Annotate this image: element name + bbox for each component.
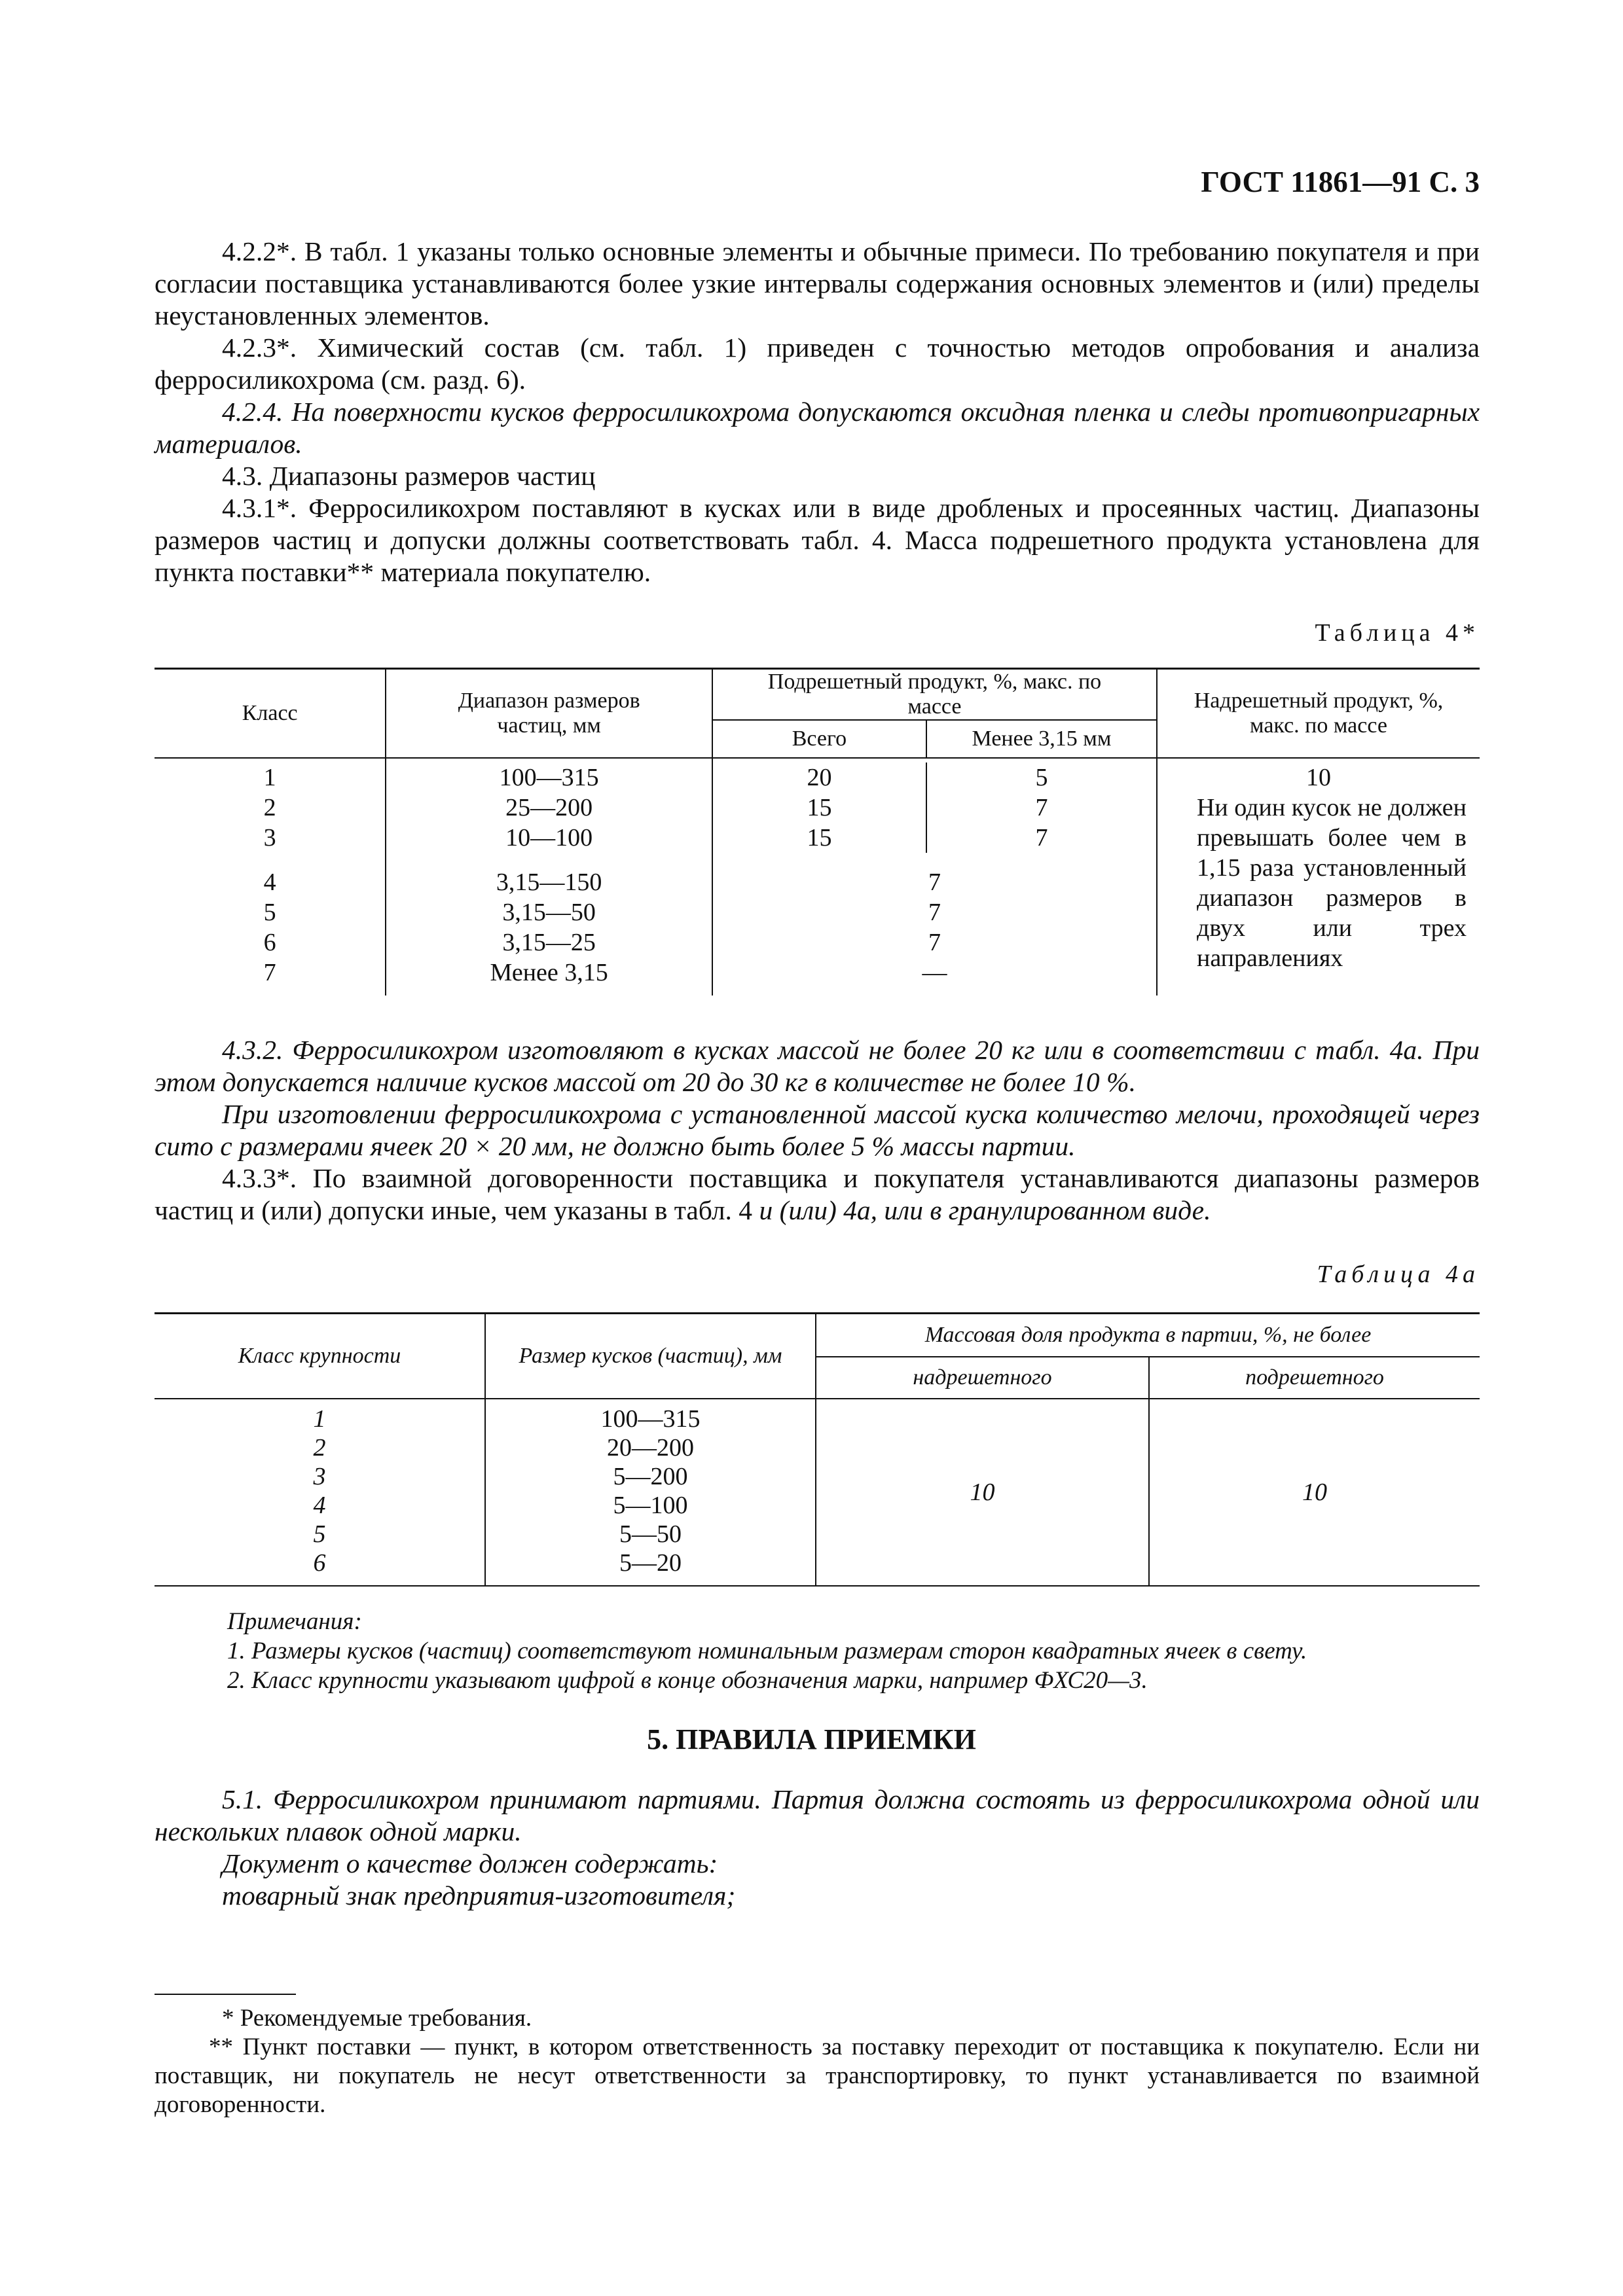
t4-header-class: Класс [155,669,386,759]
t4-class: 3 [263,824,276,852]
t4-merged: 7 [928,869,941,896]
t4a-class: 5 [313,1520,326,1548]
t4-over-cell [1157,758,1480,996]
table-4a [155,1312,1480,1587]
t4-range: 25—200 [505,794,593,821]
p433-italic: и (или) 4а, или в гранулированном виде. [752,1195,1211,1225]
t4a-class-cell [155,1399,485,1586]
t4-less: 5 [1035,764,1048,791]
paragraph-4-2-4: 4.2.4. На поверхности кусков ферросиликохрома допускаются оксидная пленка и следы противопригарных материалов. [155,397,1480,459]
t4a-header-size: Размер кусков (частиц), мм [485,1314,816,1399]
t4-merged: 7 [928,899,941,926]
t4a-class: 1 [313,1405,326,1433]
footnote-2: ** Пункт поставки — пункт, в котором ответственность за поставку переходит от поставщика к покупателю. Если ни поставщик, ни покупатель не несут ответственности за транспортировку, то пункт устанавливается по взаимной договоренности. [155,2034,1480,2118]
t4-over-note: Ни один кусок не должен превышать более чем в 1,15 раза установленный диапазон размеров в двух или трех направлениях [1196,794,1467,972]
section-5-body [155,1784,1480,1912]
t4-class-cell [155,758,386,996]
paragraph-5-1-b: Документ о качестве должен содержать: [222,1848,718,1878]
section-5-title: 5. ПРАВИЛА ПРИЕМКИ [647,1723,976,1755]
table-notes [227,1607,1307,1695]
paragraph-4-3-2: 4.3.2. Ферросиликохром изготовляют в кусках массой не более 20 кг или в соответствии с табл. 4а. При этом допускается наличие кусков массой от 20 до 30 кг в количестве не более 10 %. [155,1035,1480,1097]
t4-range: 3,15—50 [502,899,596,926]
t4a-size: 100—315 [600,1405,701,1433]
note-1: 1. Размеры кусков (частиц) соответствуют номинальным размерам сторон квадратных ячеек в свету. [227,1638,1307,1664]
footnote-separator [155,1994,296,1995]
t4-header-under-total: Всего [712,720,926,758]
t4-total: 15 [807,794,832,821]
t4a-size: 5—20 [619,1549,682,1577]
p433-main: 4.3.3*. По взаимной договоренности поставщика и покупателя устанавливаются диапазоны размеров частиц и (или) допуски иные, чем указаны в табл. 4 [155,1163,1480,1225]
t4-class: 4 [263,869,276,896]
t4a-class: 4 [313,1491,326,1519]
t4a-size-cell [485,1399,816,1586]
paragraph-4-2-2: 4.2.2*. В табл. 1 указаны только основные элементы и обычные примеси. По требованию покупателя и при согласии поставщика устанавливаются более узкие интервалы содержания основных элементов и (или) пределы неустановленных элементов. [155,236,1480,331]
notes-title: Примечания: [227,1608,362,1635]
t4-range: 3,15—150 [496,869,602,896]
t4-header-under: Подрешетный продукт, %, макс. по массе [712,669,1157,721]
t4a-header-class: Класс крупности [155,1314,485,1399]
t4-merged: 7 [928,929,941,956]
footnotes [155,2004,1480,2119]
t4-class: 1 [263,764,276,791]
t4-range: Менее 3,15 [490,959,608,986]
t4-less: 7 [1035,794,1048,821]
t4a-size: 20—200 [607,1433,694,1462]
table-4-caption: Таблица 4* [1315,619,1480,647]
t4-range-cell [386,758,712,996]
t4-total: 15 [807,824,832,852]
paragraphs-4-3-2 [155,1034,1480,1227]
t4-class: 7 [263,959,276,986]
table-4 [155,668,1480,996]
t4-header-under-less: Менее 3,15 мм [926,720,1157,758]
paragraphs-4-2 [155,236,1480,588]
t4a-header-mass: Массовая доля продукта в партии, %, не более [816,1314,1480,1357]
t4a-size: 5—100 [613,1491,688,1519]
paragraph-4-3: 4.3. Диапазоны размеров частиц [222,461,596,491]
t4-class: 5 [263,899,276,926]
t4-class: 2 [263,794,276,821]
footnote-1: * Рекомендуемые требования. [222,2005,532,2032]
t4a-size: 5—50 [619,1520,682,1548]
t4-under-total-col [713,762,926,853]
t4-total: 20 [807,764,832,791]
t4-less: 7 [1035,824,1048,852]
t4a-class: 2 [313,1433,326,1462]
paragraph-5-1-c: товарный знак предприятия-изготовителя; [222,1880,736,1910]
t4-header-range: Диапазон размеров частиц, мм [386,669,712,759]
paragraph-4-3-3 [155,1162,1480,1227]
paragraph-5-1: 5.1. Ферросиликохром принимают партиями. Партия должна состоять из ферросиликохрома одной или нескольких плавок одной марки. [155,1784,1480,1846]
t4-class: 6 [263,929,276,956]
paragraph-4-3-1: 4.3.1*. Ферросиликохром поставляют в кусках или в виде дробленых и просеянных частиц. Диапазоны размеров частиц и допуски должны соответствовать табл. 4. Масса подрешетного продукта установлена для пункта поставки** материала покупателю. [155,493,1480,587]
t4a-over-value: 10 [816,1399,1149,1586]
t4a-header-over: надрешетного [816,1357,1149,1399]
t4-under-cell [712,758,1157,996]
t4a-class: 3 [313,1462,326,1490]
t4-range: 100—315 [499,764,599,791]
table-4a-caption: Таблица 4а [1317,1261,1480,1288]
t4-under-less-col [926,762,1156,853]
t4-merged: — [922,959,947,986]
running-header: ГОСТ 11861—91 С. 3 [1201,166,1480,198]
paragraph-4-2-3: 4.2.3*. Химический состав (см. табл. 1) приведен с точностью методов опробования и анализа ферросиликохрома (см. разд. 6). [155,332,1480,395]
note-2: 2. Класс крупности указывают цифрой в конце обозначения марки, например ФХС20—3. [227,1667,1148,1694]
t4a-size: 5—200 [613,1462,688,1490]
t4a-under-value: 10 [1149,1399,1480,1586]
t4-over-value: 10 [1305,764,1331,791]
t4-range: 10—100 [505,824,593,852]
t4a-class: 6 [313,1549,326,1577]
paragraph-4-3-2-b: При изготовлении ферросиликохрома с установленной массой куска количество мелочи, проходящей через сито с размерами ячеек 20 × 20 мм, не должно быть более 5 % массы партии. [155,1099,1480,1161]
t4a-header-under: подрешетного [1149,1357,1480,1399]
t4-range: 3,15—25 [502,929,596,956]
t4-header-over: Надрешетный продукт, %, макс. по массе [1157,669,1480,759]
